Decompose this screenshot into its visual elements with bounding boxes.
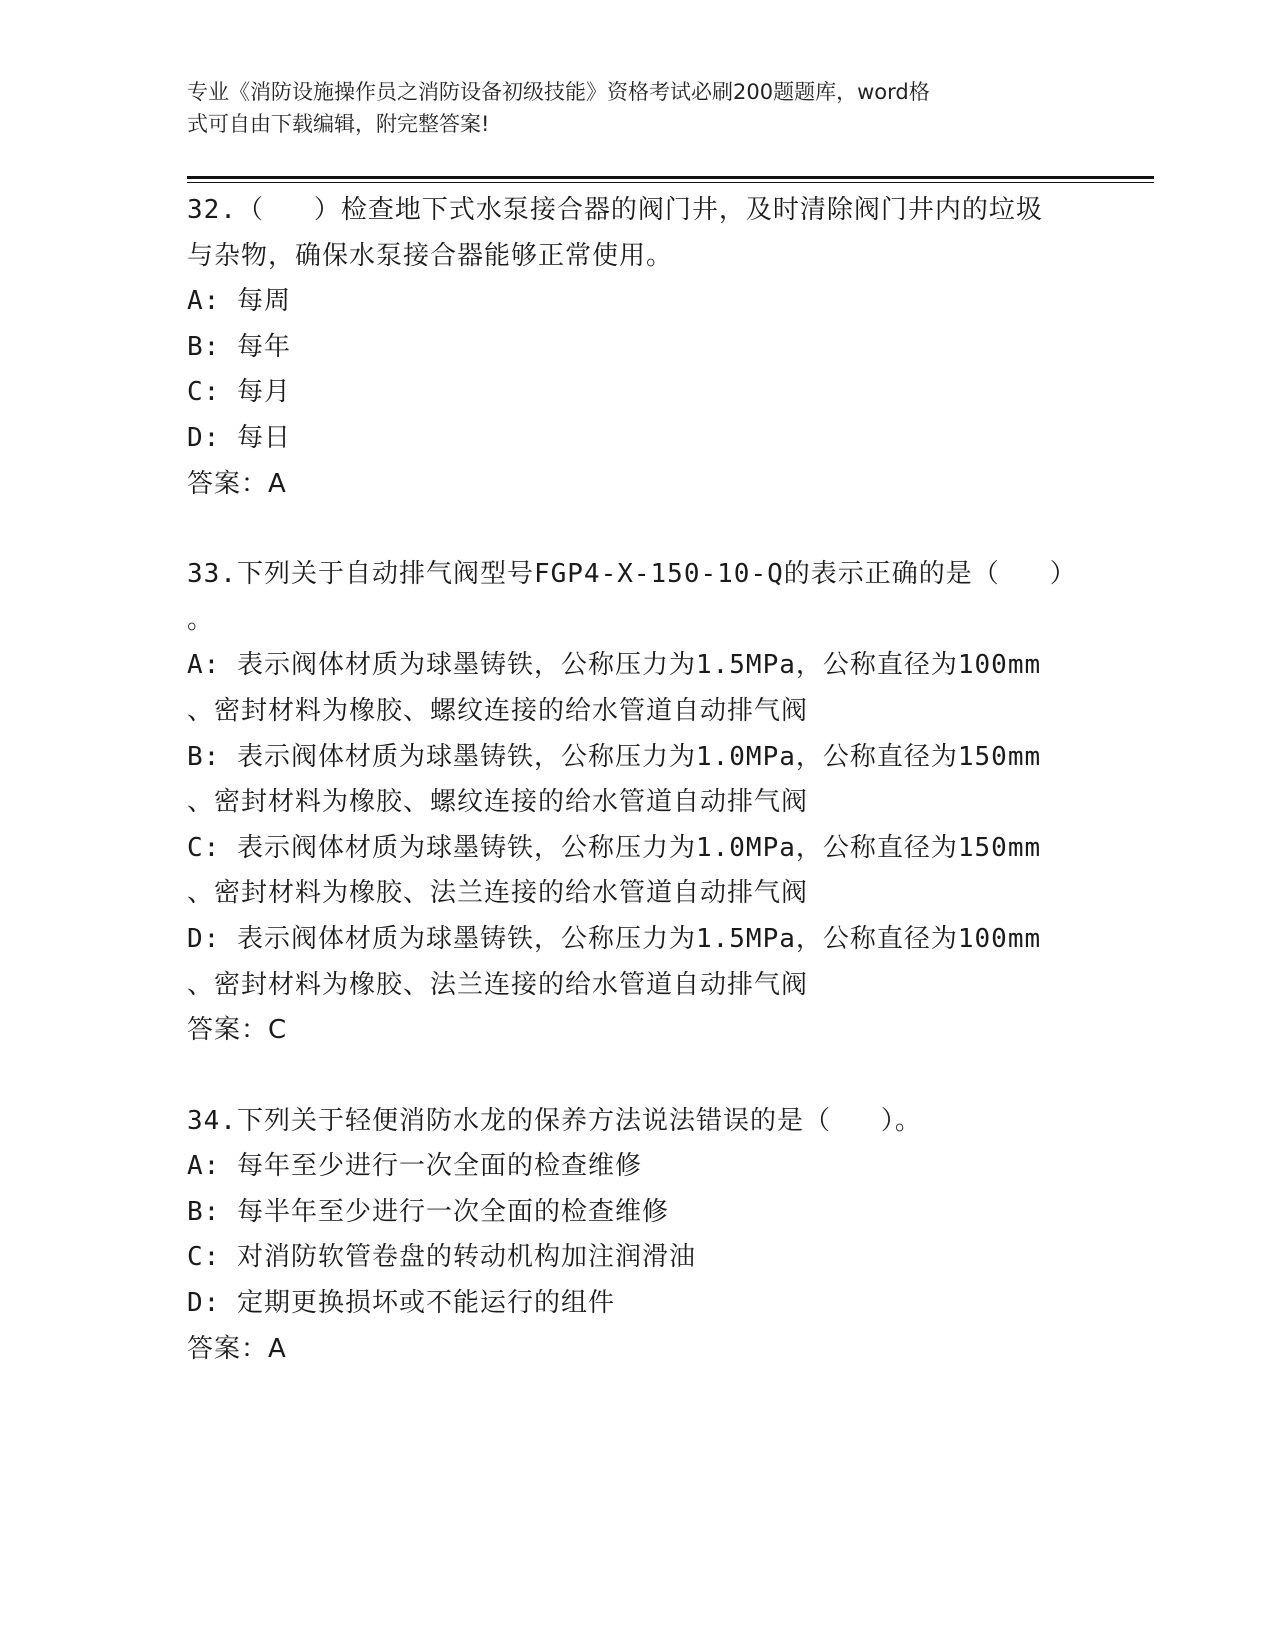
- option-d: D: 定期更换损坏或不能运行的组件: [187, 1288, 615, 1319]
- option-c: C: 表示阀体材质为球墨铸铁，公称压力为1.0MPa，公称直径为150mm: [187, 832, 1042, 863]
- option-b-continued: 、密封材料为橡胶、螺纹连接的给水管道自动排气阀: [187, 787, 809, 818]
- question-stem: 32.（ ）检查地下式水泵接合器的阀门井，及时清除阀门井内的垃圾: [187, 195, 1043, 225]
- question-list: [187, 188, 1077, 1372]
- question-stem: 34.下列关于轻便消防水龙的保养方法说法错误的是（ ）。: [187, 1105, 922, 1136]
- header-line-2: 式可自由下载编辑，附完整答案!: [187, 112, 490, 136]
- option-d: D: 每日: [187, 422, 291, 453]
- question-32: [187, 188, 1077, 507]
- question-34: [187, 1099, 1077, 1373]
- option-b: B: 表示阀体材质为球墨铸铁，公称压力为1.0MPa，公称直径为150mm: [187, 741, 1042, 772]
- question-spacer: [187, 1054, 1077, 1099]
- option-a-continued: 、密封材料为橡胶、螺纹连接的给水管道自动排气阀: [187, 695, 809, 726]
- option-b: B: 每半年至少进行一次全面的检查维修: [187, 1196, 669, 1227]
- question-33: [187, 552, 1077, 1054]
- question-stem: 与杂物，确保水泵接合器能够正常使用。: [187, 240, 674, 271]
- option-b: B: 每年: [187, 331, 291, 362]
- answer-line: 答案：A: [187, 468, 287, 499]
- answer-line: 答案：A: [187, 1333, 287, 1364]
- question-stem: 33.下列关于自动排气阀型号FGP4-X-150-10-Q的表示正确的是（ ）: [187, 559, 1077, 590]
- option-d-continued: 、密封材料为橡胶、法兰连接的给水管道自动排气阀: [187, 969, 809, 1000]
- option-a: A: 每周: [187, 286, 291, 317]
- document-header: [187, 76, 1067, 140]
- header-divider-thin: [187, 182, 1154, 183]
- option-a: A: 每年至少进行一次全面的检查维修: [187, 1151, 642, 1182]
- option-c-continued: 、密封材料为橡胶、法兰连接的给水管道自动排气阀: [187, 878, 809, 909]
- question-stem: 。: [187, 604, 215, 635]
- option-a: A: 表示阀体材质为球墨铸铁，公称压力为1.5MPa，公称直径为100mm: [187, 650, 1042, 681]
- question-spacer: [187, 507, 1077, 552]
- option-c: C: 每月: [187, 377, 291, 408]
- answer-line: 答案：C: [187, 1015, 288, 1046]
- header-divider-thick: [187, 176, 1154, 179]
- option-c: C: 对消防软管卷盘的转动机构加注润滑油: [187, 1242, 696, 1273]
- header-line-1: 专业《消防设施操作员之消防设备初级技能》资格考试必刷200题题库，word格: [187, 80, 930, 104]
- option-d: D: 表示阀体材质为球墨铸铁，公称压力为1.5MPa，公称直径为100mm: [187, 923, 1042, 954]
